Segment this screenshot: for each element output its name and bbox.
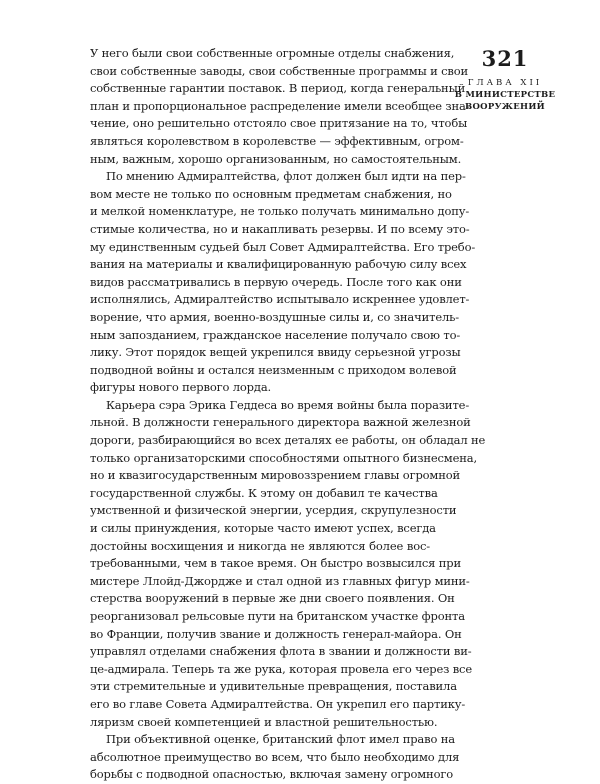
chapter-title-line: ВООРУЖЕНИЙ	[464, 102, 545, 112]
text-line: его во главе Совета Адмиралтейства. Он укрепил его партику-	[90, 696, 466, 711]
text-line: це-адмирала. Теперь та же рука, которая провела его через все	[90, 661, 473, 676]
page-number: 321	[481, 46, 529, 71]
text-line: По мнению Адмиралтейства, флот должен был идти на пер-	[106, 169, 466, 184]
chapter-title-line: В МИНИСТЕРСТВЕ	[454, 90, 556, 100]
text-line: подводной войны и остался неизменным с приходом волевой	[90, 362, 457, 377]
text-line: дороги, разбирающийся во всех деталях ее работы, он обладал не	[90, 433, 486, 448]
text-line: собственные гарантии поставок. В период, когда генеральный	[90, 81, 466, 96]
text-line: мистере Ллойд-Джордже и стал одной из главных фигур мини-	[90, 573, 470, 588]
text-line: план и пропорциональное распределение имели всеобщее зна-	[90, 98, 470, 113]
text-line: лику. Этот порядок вещей укрепился ввиду серьезной угрозы	[90, 345, 461, 360]
text-line: му единственным судьей был Совет Адмиралтейства. Его требо-	[90, 239, 476, 254]
text-line: абсолютное преимущество во всем, что было необходимо для	[90, 749, 460, 764]
text-line: государственной службы. К этому он добавил те качества	[90, 485, 438, 500]
text-line: являться королевством в королевстве — эффективным, огром-	[90, 133, 464, 148]
text-line: только организаторскими способностями опытного бизнесмена,	[90, 450, 477, 465]
text-line: стимые количества, но и накапливать резервы. И по всему это-	[90, 221, 470, 236]
running-header	[450, 46, 560, 113]
text-line: вания на материалы и квалифицированную рабочую силу всех	[90, 257, 467, 272]
text-line: и мелкой номенклатуре, не только получать минимально допу-	[90, 204, 470, 219]
text-line: стерства вооружений в первые же дни своего появления. Он	[90, 591, 455, 606]
chapter-label: ГЛАВА XII	[467, 78, 543, 88]
text-line: но и квазигосударственным мировоззрением главы огромной	[90, 468, 461, 483]
text-line: эти стремительные и удивительные превращения, поставила	[90, 679, 457, 694]
text-line: во Франции, получив звание и должность генерал-майора. Он	[90, 626, 462, 641]
text-line: управлял отделами снабжения флота в звании и должности ви-	[90, 644, 472, 659]
text-line: У него были свои собственные огромные отделы снабжения,	[90, 46, 455, 60]
text-line: борьбы с подводной опасностью, включая замену огромного	[90, 767, 453, 782]
text-line: чение, оно решительно отстояло свое притязание на то, чтобы	[90, 116, 468, 131]
text-line: достойны восхищения и никогда не являются более вос-	[90, 538, 430, 553]
text-line: вом месте не только по основным предметам снабжения, но	[90, 186, 452, 201]
text-line: свои собственные заводы, свои собственные программы и свои	[90, 63, 469, 78]
text-line: требованными, чем в такое время. Он быстро возвысился при	[90, 556, 461, 571]
text-line: льной. В должности генерального директора важной железной	[90, 415, 471, 430]
text-line: исполнялись, Адмиралтейство испытывало искреннее удовлет-	[90, 292, 470, 307]
text-line: ляризм своей компетенцией и властной решительностью.	[90, 714, 438, 729]
text-line: реорганизовал рельсовые пути на британском участке фронта	[90, 609, 465, 623]
text-line: фигуры нового первого лорда.	[90, 380, 272, 395]
text-line: видов рассматривались в первую очередь. После того как они	[90, 274, 462, 289]
text-line: и силы принуждения, которые часто имеют успех, всегда	[90, 521, 436, 536]
body-text	[90, 45, 486, 784]
text-line: ным запозданием, гражданское население получало свою то-	[90, 327, 461, 342]
text-line: Карьера сэра Эрика Геддеса во время войны была поразите-	[106, 397, 470, 412]
text-line: ным, важным, хорошо организованным, но самостоятельным.	[90, 151, 462, 166]
text-line: умственной и физической энергии, усердия, скрупулезности	[90, 503, 457, 518]
text-line: При объективной оценке, британский флот имел право на	[106, 732, 455, 747]
text-line: ворение, что армия, военно-воздушные силы и, со значитель-	[90, 309, 459, 324]
